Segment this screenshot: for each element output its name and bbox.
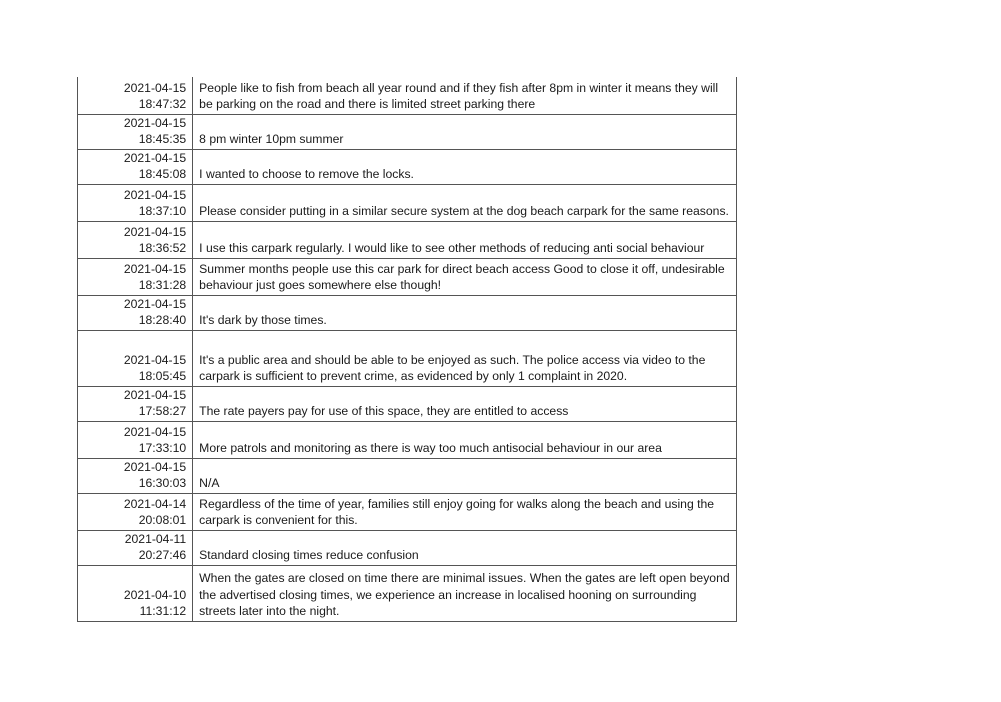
timestamp-cell	[78, 295, 193, 330]
time-text: 18:47:32	[138, 97, 187, 111]
timestamp-cell	[78, 184, 193, 221]
date-text: 2021-04-11	[124, 531, 187, 546]
time-text: 16:30:03	[138, 476, 187, 490]
table-row	[78, 77, 737, 114]
table-row	[78, 295, 737, 330]
table-row	[78, 458, 737, 493]
table-row	[78, 149, 737, 184]
comment-cell: Regardless of the time of year, families still enjoy going for walks along the beach and using the carpark is convenient for this.	[193, 493, 737, 530]
table-row	[78, 258, 737, 295]
timestamp-cell	[78, 114, 193, 149]
timestamp-cell	[78, 386, 193, 421]
date-text: 2021-04-15	[123, 387, 187, 402]
comment-cell: I wanted to choose to remove the locks.	[193, 149, 737, 184]
date-text: 2021-04-15	[123, 187, 187, 202]
time-text: 17:58:27	[138, 404, 187, 418]
timestamp-cell	[78, 421, 193, 458]
comment-cell: The rate payers pay for use of this space, they are entitled to access	[193, 386, 737, 421]
comment-cell: When the gates are closed on time there are minimal issues. When the gates are left open beyond the advertised closing times, we experience an increase in localised hooning on surrounding streets later into the night.	[193, 565, 737, 621]
responses-table	[77, 77, 737, 622]
date-text: 2021-04-15	[123, 224, 187, 239]
comment-cell: I use this carpark regularly. I would like to see other methods of reducing anti social behaviour	[193, 221, 737, 258]
timestamp-cell	[78, 530, 193, 565]
comment-cell: 8 pm winter 10pm summer	[193, 114, 737, 149]
time-text: 20:27:46	[138, 548, 187, 562]
time-text: 18:28:40	[138, 313, 187, 327]
time-text: 18:45:08	[138, 167, 187, 181]
table-row	[78, 221, 737, 258]
timestamp-cell	[78, 330, 193, 386]
comment-cell: It's a public area and should be able to be enjoyed as such. The police access via video to the carpark is sufficient to prevent crime, as evidenced by only 1 complaint in 2020.	[193, 330, 737, 386]
table-row	[78, 421, 737, 458]
table-row	[78, 493, 737, 530]
date-text: 2021-04-15	[123, 115, 187, 130]
date-text: 2021-04-15	[123, 296, 187, 311]
table-row	[78, 565, 737, 621]
comment-cell: Standard closing times reduce confusion	[193, 530, 737, 565]
table-row	[78, 114, 737, 149]
date-text: 2021-04-15	[123, 80, 187, 95]
timestamp-cell	[78, 565, 193, 621]
comment-cell: People like to fish from beach all year round and if they fish after 8pm in winter it means they will be parking on the road and there is limited street parking there	[193, 77, 737, 114]
comment-cell: More patrols and monitoring as there is way too much antisocial behaviour in our area	[193, 421, 737, 458]
table-row	[78, 330, 737, 386]
comment-cell: Summer months people use this car park for direct beach access Good to close it off, undesirable behaviour just goes somewhere else though!	[193, 258, 737, 295]
table-row	[78, 184, 737, 221]
date-text: 2021-04-15	[123, 261, 187, 276]
responses-table-body	[78, 77, 737, 621]
table-row	[78, 530, 737, 565]
time-text: 18:37:10	[138, 204, 187, 218]
timestamp-cell	[78, 77, 193, 114]
comment-cell: N/A	[193, 458, 737, 493]
date-text: 2021-04-15	[123, 459, 187, 474]
date-text: 2021-04-15	[123, 352, 187, 367]
time-text: 18:36:52	[138, 241, 187, 255]
date-text: 2021-04-14	[123, 496, 187, 511]
time-text: 17:33:10	[138, 441, 187, 455]
comment-cell: Please consider putting in a similar secure system at the dog beach carpark for the same reasons.	[193, 184, 737, 221]
time-text: 18:45:35	[138, 132, 187, 146]
time-text: 18:31:28	[138, 278, 187, 292]
timestamp-cell	[78, 258, 193, 295]
date-text: 2021-04-10	[123, 587, 187, 602]
timestamp-cell	[78, 458, 193, 493]
timestamp-cell	[78, 493, 193, 530]
comment-cell: It's dark by those times.	[193, 295, 737, 330]
timestamp-cell	[78, 221, 193, 258]
time-text: 20:08:01	[138, 513, 187, 527]
time-text: 11:31:12	[139, 604, 187, 618]
timestamp-cell	[78, 149, 193, 184]
table-row	[78, 386, 737, 421]
date-text: 2021-04-15	[123, 150, 187, 165]
date-text: 2021-04-15	[123, 424, 187, 439]
time-text: 18:05:45	[138, 369, 187, 383]
